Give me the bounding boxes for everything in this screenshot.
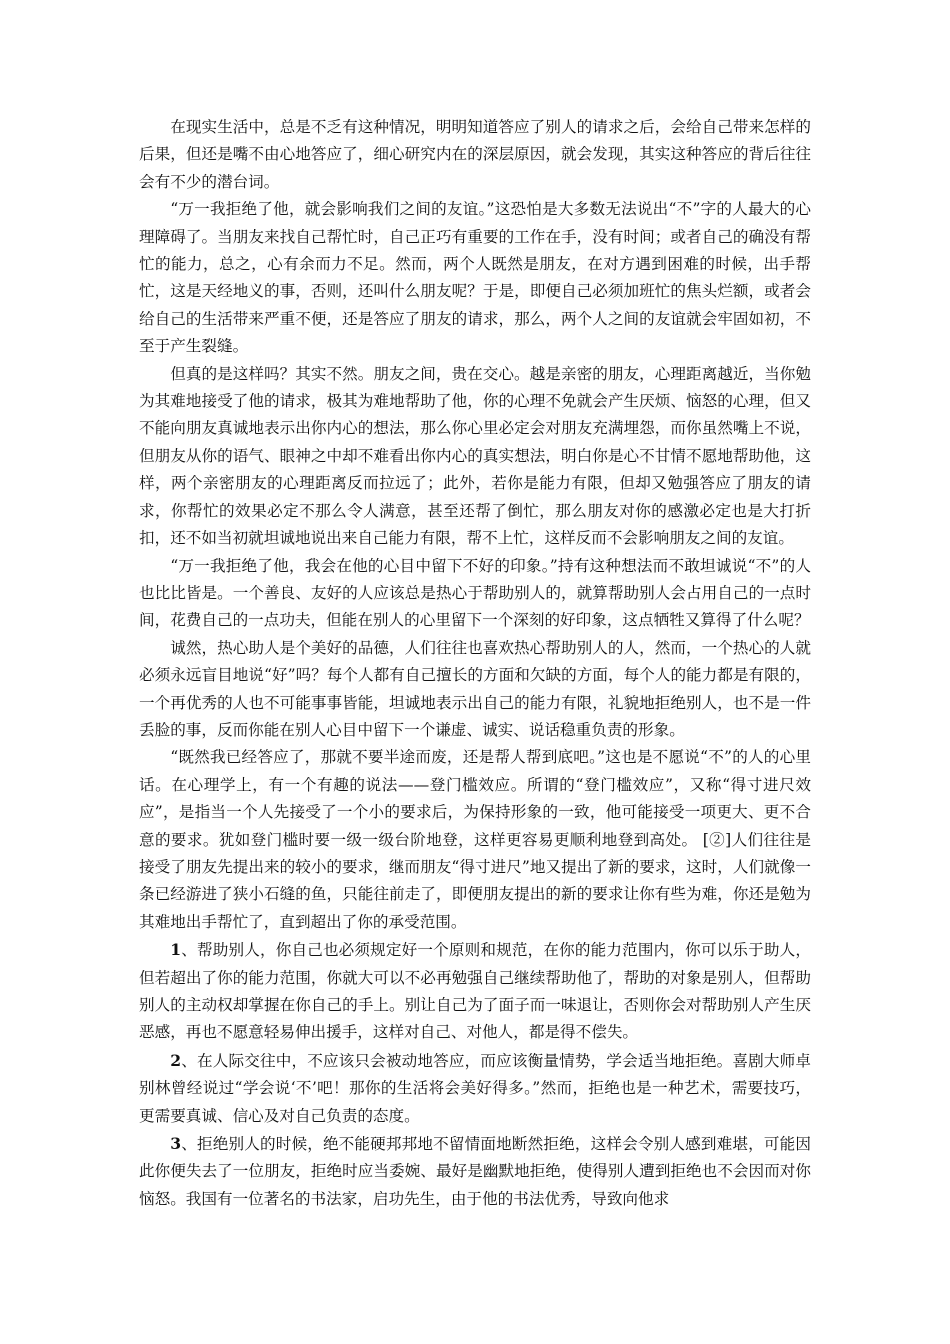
paragraph: [139, 553, 811, 635]
paragraph: [139, 196, 811, 360]
paragraph: [139, 114, 811, 196]
paragraph-text: 但真的是这样吗？其实不然。朋友之间，贵在交心。越是亲密的朋友，心理距离越近，当你勉为其难地接受了他的请求，极其为难地帮助了他，你的心理不免就会产生厌烦、恼怒的心理，但又不能向朋友真诚地表示出你内心的想法，那么你心里必定会对朋友充满埋怨，而你虽然嘴上不说，但朋友从你的语气、眼神之中却不难看出你内心的真实想法，明白你是心不甘情不愿地帮助他，这样，两个亲密朋友的心理距离反而拉远了；此外，若你是能力有限，但却又勉强答应了朋友的请求，你帮忙的效果必定不那么令人满意，甚至还帮了倒忙，那么朋友对你的感激必定也是大打折扣，还不如当初就坦诚地说出来自己能力有限，帮不上忙，这样反而不会影响朋友之间的友谊。: [139, 364, 811, 548]
item-number: 3: [170, 1134, 182, 1154]
document-body: [139, 114, 811, 1213]
numbered-paragraph: [139, 1047, 811, 1130]
item-number: 2: [170, 1050, 182, 1070]
numbered-paragraph: [139, 936, 811, 1047]
paragraph-text: “万一我拒绝了他，就会影响我们之间的友谊。”这恐怕是大多数无法说出“不”字的人最大的心理障碍了。当朋友来找自己帮忙时，自己正巧有重要的工作在手，没有时间；或者自己的确没有帮忙的能力，总之，心有余而力不足。然而，两个人既然是朋友，在对方遇到困难的时候，出手帮忙，这是天经地义的事，否则，还叫什么朋友呢？于是，即便自己必须加班忙的焦头烂额，或者会给自己的生活带来严重不便，还是答应了朋友的请求，那么，两个人之间的友谊就会牢固如初，不至于产生裂缝。: [139, 200, 811, 356]
paragraph: [139, 635, 811, 745]
paragraph: [139, 361, 811, 553]
paragraph-text: 诚然，热心助人是个美好的品德，人们往往也喜欢热心帮助别人的人，然而，一个热心的人就必须永远盲目地说“好”吗？每个人都有自己擅长的方面和欠缺的方面，每个人的能力都是有限的，一个再优秀的人也不可能事事皆能，坦诚地表示出自己的能力有限，礼貌地拒绝别人，也不是一件丢脸的事，反而你能在别人心目中留下一个谦虚、诚实、说话稳重负责的形象。: [139, 638, 811, 739]
paragraph-text: 、在人际交往中，不应该只会被动地答应，而应该衡量情势，学会适当地拒绝。喜剧大师卓别林曾经说过“学会说‘不’吧！那你的生活将会美好得多。”然而，拒绝也是一种艺术，需要技巧，更需要真诚、信心及对自己负责的态度。: [139, 1051, 811, 1125]
paragraph-text: “万一我拒绝了他，我会在他的心目中留下不好的印象。”持有这种想法而不敢坦诚说“不”的人也比比皆是。一个善良、友好的人应该总是热心于帮助别人的，就算帮助别人会占用自己的一点时间，花费自己的一点功夫，但能在别人的心里留下一个深刻的好印象，这点牺牲又算得了什么呢？: [139, 556, 811, 630]
paragraph: [139, 744, 811, 936]
paragraph-text: 在现实生活中，总是不乏有这种情况，明明知道答应了别人的请求之后，会给自己带来怎样的后果，但还是嘴不由心地答应了，细心研究内在的深层原因，就会发现，其实这种答应的背后往往会有不少的潜台词。: [139, 118, 811, 191]
numbered-paragraph: [139, 1130, 811, 1213]
paragraph-text: 、拒绝别人的时候，绝不能硬邦邦地不留情面地断然拒绝，这样会令别人感到难堪，可能因此你便失去了一位朋友，拒绝时应当委婉、最好是幽默地拒绝，使得别人遭到拒绝也不会因而对你恼怒。我国有一位著名的书法家，启功先生，由于他的书法优秀，导致向他求: [139, 1135, 811, 1208]
paragraph-text: 、帮助别人，你自己也必须规定好一个原则和规范，在你的能力范围内，你可以乐于助人，但若超出了你的能力范围，你就大可以不必再勉强自己继续帮助他了，帮助的对象是别人，但帮助别人的主动权却掌握在你自己的手上。别让自己为了面子而一味退让，否则你会对帮助别人产生厌恶感，再也不愿意轻易伸出援手，这样对自己、对他人，都是得不偿失。: [139, 941, 811, 1042]
item-number: 1: [170, 940, 182, 960]
paragraph-text: “既然我已经答应了，那就不要半途而废，还是帮人帮到底吧。”这也是不愿说“不”的人的心里话。在心理学上，有一个有趣的说法——登门槛效应。所谓的“登门槛效应”，又称“得寸进尺效应”，是指当一个人先接受了一个小的要求后，为保持形象的一致，他可能接受一项更大、更不合意的要求。犹如登门槛时要一级一级台阶地登，这样更容易更顺利地登到高处。 [②]人们往往是接受了朋友先提出来的较小的要求，继而朋友“得寸进尺”地又提出了新的要求，这时，人们就像一条已经游进了狭小石缝的鱼，只能往前走了，即便朋友提出的新的要求让你有些为难，你还是勉为其难地出手帮忙了，直到超出了你的承受范围。: [139, 748, 811, 931]
